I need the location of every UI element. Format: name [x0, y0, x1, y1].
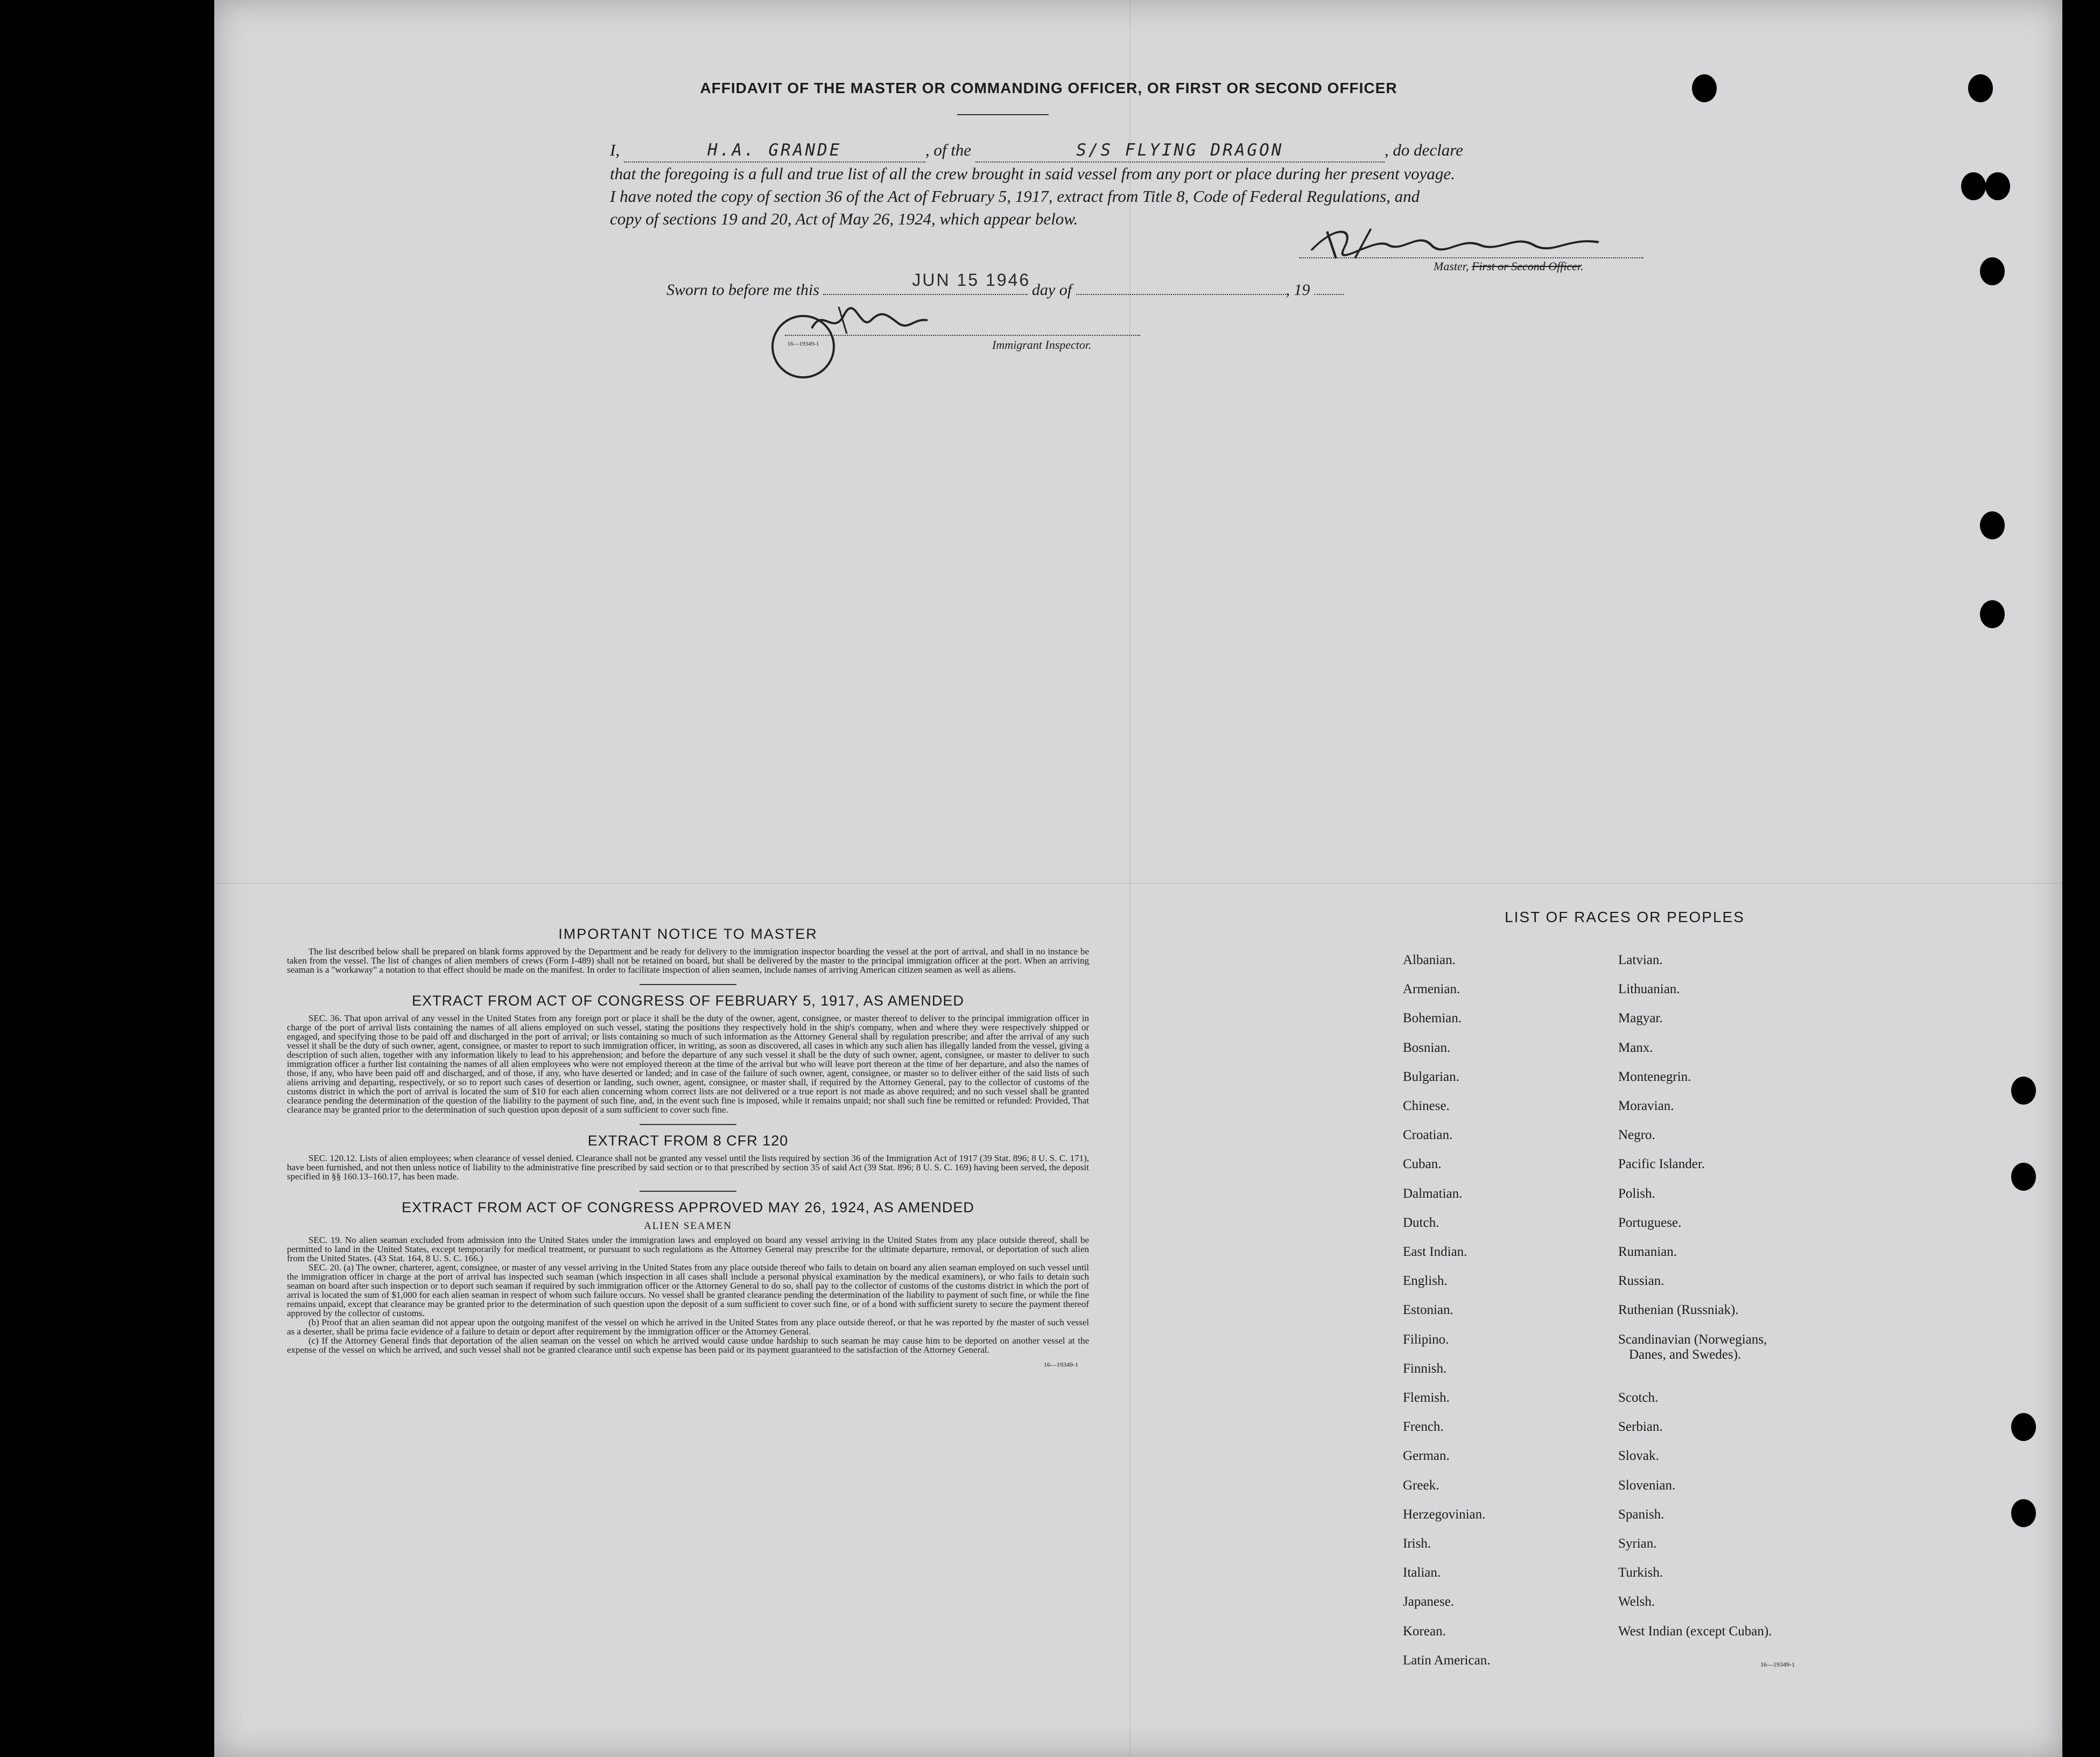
declaration-middle: , of the [925, 140, 972, 159]
declaration-line-2: that the foregoing is a full and true list of all the crew brought in said vessel from any port or place during her present voyage. [610, 164, 1455, 183]
race-item: Korean. [1403, 1624, 1446, 1639]
punch-hole [2011, 1077, 2036, 1105]
alien-seamen-subtitle: ALIEN SEAMEN [644, 1220, 732, 1232]
sec-20a-text: SEC. 20. (a) The owner, charterer, agent, consignee, or master of any vessel arriving in the United States from any place outside thereof who fails to detain on board any alien seaman employed on such vessel until the immigration officer in charge at the port of arrival has inspected such seaman (which inspection in all cases shall include a personal physical examination by the medical examiners), or who fails to detain such seaman on board after such inspection or to deport such seaman if required by such immigration officer or the Attorney General to do so, shall pay to the collector of customs of the customs district in which the port of arrival is located the sum of $1,000 for each alien seaman in respect of whom such failure occurs. No vessel shall be granted clearance pending the determination of the liability to payment of such fine, or while the fine remains unpaid, except that clearance may be granted prior to the determination of such question upon the deposit of a sum sufficient to cover such fine, or of a bond with sufficient surety to secure the payment thereof approved by the collector of customs. [287, 1262, 1089, 1318]
punch-hole [2011, 1163, 2036, 1191]
races-column-2 [1618, 953, 1898, 1685]
punch-hole [1980, 511, 2005, 539]
inspector-signature [806, 304, 930, 342]
notice-title: IMPORTANT NOTICE TO MASTER [558, 926, 818, 942]
race-item: Dutch. [1403, 1215, 1439, 1230]
sec-19-text: SEC. 19. No alien seaman excluded from admission into the United States under the immigration laws and employed on board any vessel arriving in the United States from any place outside thereof, shall be permitted to land in the United States, except temporarily for medical treatment, or pursuant to such regulations as the Attorney General may prescribe for the ultimate departure, removal, or deportation of such alien from the United States. (43 Stat. 164, 8 U. S. C. 166.) [287, 1235, 1089, 1263]
race-item: Flemish. [1403, 1390, 1450, 1405]
declaration-line-4: copy of sections 19 and 20, Act of May 26, 1924, which appear below. [610, 209, 1078, 228]
race-item: Slovenian. [1618, 1478, 1676, 1493]
race-item: Slovak. [1618, 1449, 1659, 1464]
race-item: Russian. [1618, 1274, 1664, 1289]
master-caption [1434, 259, 1584, 273]
race-item: Estonian. [1403, 1303, 1453, 1318]
race-item: Welsh. [1618, 1594, 1655, 1610]
race-item: Magyar. [1618, 1011, 1663, 1026]
race-item: German. [1403, 1449, 1450, 1464]
punch-hole [1692, 74, 1717, 102]
race-item: East Indian. [1403, 1245, 1467, 1259]
seal-text: 16—19349-1 [787, 341, 819, 347]
race-item: Rumanian. [1618, 1245, 1677, 1259]
declaration-line-3: I have noted the copy of section 36 of the Act of February 5, 1917, extract from Title 8, Code of Federal Regulations, and [610, 187, 1420, 206]
race-item: Ruthenian (Russniak). [1618, 1303, 1739, 1318]
race-item: Latvian. [1618, 953, 1663, 967]
fold-line-horizontal [214, 883, 2062, 884]
sec-20b-text: (b) Proof that an alien seaman did not appear upon the outgoing manifest of the vessel on which he arrived in the United States from any place outside thereof, or that he was reported by the master of such vessel as a deserter, shall be prima facie evidence of a failure to detain or deport after requirement by the immigration officer or the Attorney General. [287, 1317, 1089, 1337]
race-item: Syrian. [1618, 1536, 1657, 1551]
race-item: Croatian. [1403, 1128, 1453, 1143]
sworn-year-field [1314, 294, 1344, 295]
master-caption-struck: First or Second Officer [1471, 259, 1581, 273]
race-item: English. [1403, 1274, 1448, 1289]
races-column-1 [1403, 953, 1607, 1685]
form-number-right: 16—19349-1 [1760, 1661, 1795, 1668]
race-item: Greek. [1403, 1478, 1439, 1493]
punch-hole [2011, 1413, 2036, 1441]
race-item: Pacific Islander. [1618, 1157, 1705, 1172]
inspector-caption: Immigrant Inspector. [992, 338, 1092, 352]
race-item: Filipino. [1403, 1332, 1449, 1347]
punch-hole [1968, 74, 1993, 102]
inspector-signature-line [785, 335, 1140, 336]
race-item: Dalmatian. [1403, 1186, 1463, 1201]
race-item: Herzegovinian. [1403, 1507, 1486, 1522]
punch-hole [1985, 172, 2010, 200]
sec-20c-text: (c) If the Attorney General finds that deportation of the alien seaman on the vessel on which he arrived would cause undue hardship to such seaman he may cause him to be deported on another vessel at the expense of the vessel on which he arrived, and such vessel shall not be granted clearance until such expense has been paid or its payment guaranteed to the satisfaction of the Attorney General. [287, 1336, 1089, 1355]
date-stamp: JUN 15 1946 [912, 270, 1031, 290]
sworn-prefix: Sworn to before me this [666, 281, 819, 299]
vessel-name-field [975, 139, 1385, 163]
extract-cfr-title: EXTRACT FROM 8 CFR 120 [587, 1133, 789, 1149]
race-item: Finnish. [1403, 1361, 1447, 1376]
race-item: Scandinavian (Norwegians, [1618, 1332, 1767, 1347]
race-item: Montenegrin. [1618, 1069, 1691, 1084]
punch-hole [2011, 1499, 2036, 1527]
vessel-name-handwritten: S/S FLYING DRAGON [1076, 140, 1284, 160]
race-item: Bulgarian. [1403, 1069, 1459, 1084]
race-item: Japanese. [1403, 1594, 1455, 1610]
sworn-month-field [1076, 294, 1286, 295]
declaration-suffix: , do declare [1384, 140, 1463, 159]
race-item: Armenian. [1403, 982, 1460, 997]
race-item: Spanish. [1618, 1507, 1664, 1522]
race-item: Scotch. [1618, 1390, 1659, 1405]
race-item: Portuguese. [1618, 1215, 1682, 1230]
race-item: Danes, and Swedes). [1629, 1347, 1741, 1362]
race-item: Irish. [1403, 1536, 1431, 1551]
race-item: Bosnian. [1403, 1040, 1451, 1055]
section-rule [640, 984, 736, 985]
document-page [214, 0, 2062, 1757]
race-item: Negro. [1618, 1128, 1655, 1143]
race-item: Polish. [1618, 1186, 1655, 1201]
race-item: Turkish. [1618, 1565, 1663, 1580]
affidavit-title: AFFIDAVIT OF THE MASTER OR COMMANDING OFFICER, OR FIRST OR SECOND OFFICER [700, 80, 1397, 96]
section-rule [640, 1191, 736, 1192]
declaration-prefix: I, [610, 140, 620, 159]
race-item: Lithuanian. [1618, 982, 1680, 997]
sworn-line [666, 270, 1344, 299]
master-caption-master: Master, [1434, 259, 1469, 273]
race-item: Cuban. [1403, 1157, 1442, 1172]
inspector-signature-scribble [806, 304, 930, 336]
extract-1917-title: EXTRACT FROM ACT OF CONGRESS OF FEBRUARY 5, 1917, AS AMENDED [412, 993, 964, 1009]
punch-hole [1980, 257, 2005, 285]
title-rule [957, 114, 1049, 115]
race-item: Italian. [1403, 1565, 1441, 1580]
races-title: LIST OF RACES OR PEOPLES [1505, 909, 1745, 925]
master-name-handwritten: H.A. GRANDE [707, 140, 842, 160]
race-item: Albanian. [1403, 953, 1456, 967]
left-notices [287, 926, 1089, 1369]
race-item: Latin American. [1403, 1653, 1491, 1668]
punch-hole [1980, 600, 2005, 628]
fold-line-vertical [1129, 0, 1130, 1757]
race-item: Serbian. [1618, 1419, 1663, 1435]
race-item: Moravian. [1618, 1099, 1674, 1113]
race-item: Chinese. [1403, 1099, 1450, 1113]
sworn-date-field [823, 270, 1031, 295]
extract-cfr-text: SEC. 120.12. Lists of alien employees; when clearance of vessel denied. Clearance shall not be granted any vessel until the lists required by section 36 of the Immigration Act of 1917 (39 Stat. 896; 8 U. S. C. 171), have been furnished, and not then unless notice of liability to the administrative fine prescribed by said section or to that prescribed by section 35 of said Act (39 Stat. 896; 8 U. S. C. 169) having been served, the deposit specified in §§ 160.13–160.17, has been made. [287, 1153, 1089, 1182]
race-item: West Indian (except Cuban). [1618, 1624, 1772, 1639]
master-caption-period: . [1581, 259, 1584, 273]
punch-hole [1961, 172, 1986, 200]
extract-1917-text: SEC. 36. That upon arrival of any vessel in the United States from any foreign port or place it shall be the duty of the owner, agent, consignee, or master thereof to deliver to the principal immigration officer in charge of the port of arrival lists containing the names of all aliens employed on such vessel, stating the positions they respectively hold in the ship's company, when and where they were respectively shipped or engaged, and specifying those to be paid off and discharged in the port of arrival; or lists containing so much of such information as the Attorney General shall by regulation prescribe; and after the arrival of any such vessel it shall be the duty of such owner, agent, consignee, or master to report to such immigration officer, in writing, as soon as discovered, all cases in which any such alien has illegally landed from the vessel, giving a description of such alien, together with any information likely to lead to his apprehension; and before the departure of any such vessel it shall be the duty of such owner, agent, consignee, or master to deliver to such immigration officer a further list containing the names of all alien employees who were not employed thereon at the time of the arrival but who will leave port thereon at the time of her departure, and also the names of those, if any, who have been paid off and discharged, and of those, if any, who have deserted or landed; and in case of the failure of such owner, agent, consignee, or master so to deliver either of the said lists of such aliens arriving and departing, respectively, or so to report such cases of desertion or landing, such owner, agent, consignee, or master shall, if required by the Attorney General, pay to the collector of customs of the customs district in which the port of arrival is located the sum of $10 for each alien concerning whom correct lists are not delivered or a true report is not made as above required; and no such vessel shall be granted clearance pending the determination of the question of the liability to the payment of such fine, and, in the event such fine is imposed, while it remains unpaid; nor shall such fine be remitted or refunded: Provided, That clearance may be granted prior to the determination of such question upon deposit of a sum sufficient to cover such fine. [287, 1013, 1089, 1115]
master-name-field [624, 139, 925, 163]
race-item: Manx. [1618, 1040, 1653, 1055]
affidavit-declaration [610, 139, 1864, 230]
race-item: French. [1403, 1419, 1444, 1435]
race-item: Bohemian. [1403, 1011, 1462, 1026]
sworn-year-label: , 19 [1286, 281, 1310, 299]
notice-text: The list described below shall be prepared on blank forms approved by the Department and be ready for delivery to the immigration inspector boarding the vessel at the port of arrival, and shall in no instance be taken from the vessel. The list of changes of alien members of crews (Form I-489) shall not be retained on board, but shall be delivered by the master to the principal immigration officer at the port. When an arriving seaman is a "workaway" a notation to that effect should be made on the manifest. In order to facilitate inspection of alien seamen, include names of arriving American citizen seamen as well as aliens. [287, 946, 1089, 975]
extract-1924-title: EXTRACT FROM ACT OF CONGRESS APPROVED MAY 26, 1924, AS AMENDED [402, 1199, 974, 1215]
sworn-day-label: day of [1031, 281, 1072, 299]
form-number-left: 16—19349-1 [1044, 1361, 1078, 1368]
section-rule [640, 1124, 736, 1125]
